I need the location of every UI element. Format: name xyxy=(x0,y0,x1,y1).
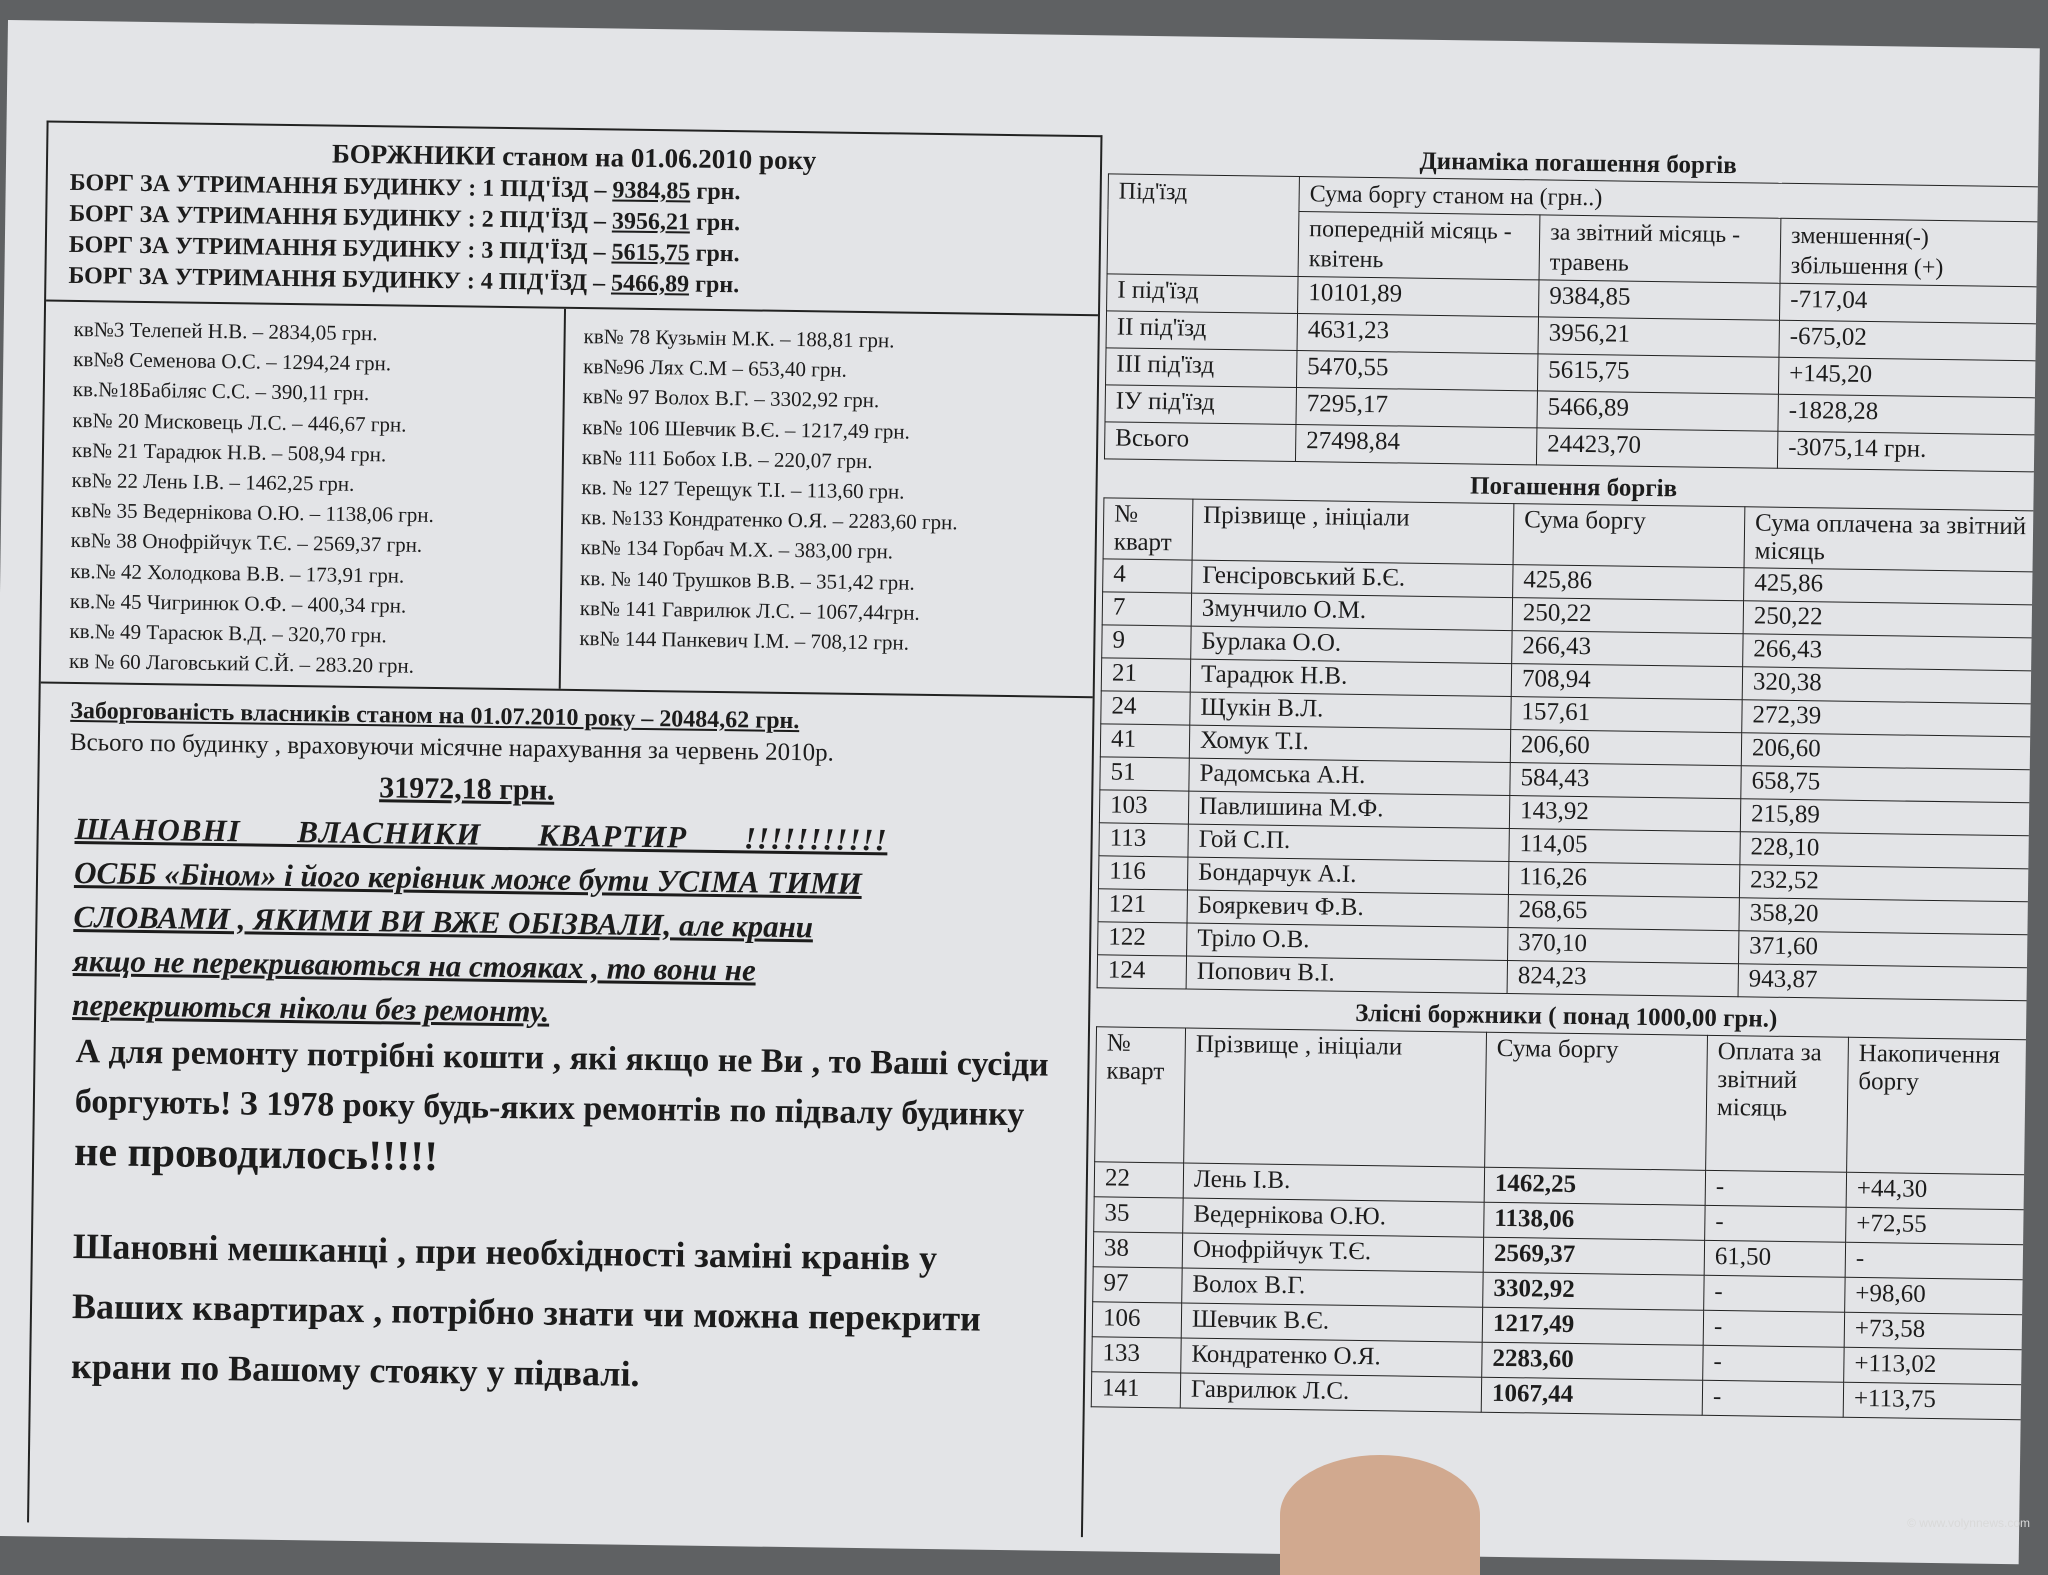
table-cell: 3956,21 xyxy=(1538,317,1779,357)
dynamics-title: Динаміка погашення боргів xyxy=(1419,147,1737,180)
table-cell: 113 xyxy=(1099,823,1188,857)
owners-debt-total: 31972,18 грн. xyxy=(379,771,555,807)
table-cell: 1462,25 xyxy=(1484,1167,1705,1205)
flat-debtors-right-column xyxy=(561,309,961,694)
flat-debtor-item: кв.№ 49 Тарасюк В.Д. – 320,70 грн. xyxy=(69,618,387,648)
table-cell: 4631,23 xyxy=(1297,314,1538,354)
flat-debtor-item: кв№ 35 Ведернікова О.Ю. – 1138,06 грн. xyxy=(70,498,434,528)
dynamics-header-entrance: Під'їзд xyxy=(1107,174,1299,277)
table-cell: 584,43 xyxy=(1510,763,1741,799)
table-cell: Волох В.Г. xyxy=(1182,1268,1483,1307)
debt-line-label: БОРГ ЗА УТРИМАННЯ БУДИНКУ : 2 ПІД'ЇЗД – xyxy=(69,200,613,235)
table-cell: Павлишина М.Ф. xyxy=(1188,791,1509,828)
table-cell: 157,61 xyxy=(1511,697,1742,733)
table-cell: ІІ під'їзд xyxy=(1106,311,1297,351)
table-cell: 121 xyxy=(1098,889,1187,923)
malicious-debtors-title: Злісні боржники ( понад 1000,00 грн.) xyxy=(1355,999,1778,1033)
table-cell: +113,75 xyxy=(1843,1382,2030,1420)
table-cell: 268,65 xyxy=(1508,895,1739,931)
table-cell: - xyxy=(1703,1310,1844,1347)
dynamics-header-curr: за звітний місяць - травень xyxy=(1539,215,1781,283)
left-panel xyxy=(27,121,1102,1538)
table-cell: 1138,06 xyxy=(1484,1202,1705,1240)
table-cell: Щукін В.Л. xyxy=(1190,692,1511,729)
flat-debtor-item: кв№ 97 Волох В.Г. – 3302,92 грн. xyxy=(582,384,880,413)
table-cell: Бурлака О.О. xyxy=(1191,626,1512,663)
flat-debtors xyxy=(41,302,1098,699)
table-cell: Змунчило О.М. xyxy=(1191,593,1512,630)
dynamics-header-sum: Сума боргу станом на (грн..) xyxy=(1299,177,2040,222)
table-cell: +72,55 xyxy=(1846,1207,2033,1245)
table-cell: - xyxy=(1705,1170,1846,1207)
table-cell: ІУ під'їзд xyxy=(1105,385,1296,425)
flat-debtor-item: кв№8 Семенова О.С. – 1294,24 грн. xyxy=(73,347,392,376)
holding-thumb xyxy=(1280,1455,1480,1575)
table-cell: 122 xyxy=(1098,922,1187,956)
table-cell: Тріло О.В. xyxy=(1187,923,1508,960)
debt-line-unit: грн. xyxy=(689,209,741,237)
table-cell: Ведернікова О.Ю. xyxy=(1183,1198,1484,1237)
table-cell: 4 xyxy=(1103,559,1192,593)
table-cell: 21 xyxy=(1101,658,1190,692)
table-cell: 206,60 xyxy=(1741,733,2039,770)
table-cell: 61,50 xyxy=(1704,1240,1845,1277)
table-cell: ІІІ під'їзд xyxy=(1106,348,1297,388)
table-cell: 7295,17 xyxy=(1296,388,1537,428)
table-cell: 1217,49 xyxy=(1482,1307,1703,1345)
appeal-heading: ШАНОВНІ ВЛАСНИКИ КВАРТИР !!!!!!!!!!! xyxy=(74,811,888,858)
table-cell: 24 xyxy=(1101,691,1190,725)
table-cell: -675,02 xyxy=(1779,320,2040,361)
photo-credit: © www.volynnews.com xyxy=(1907,1516,2030,1530)
table-cell: -3075,14 грн. xyxy=(1777,431,2039,472)
table-cell: +113,02 xyxy=(1844,1347,2031,1385)
table-cell: Кондратенко О.Я. xyxy=(1181,1338,1482,1377)
table-cell: 9 xyxy=(1102,625,1191,659)
appeal-continuation-text: А для ремонту потрібні кошти , які якщо не Ви , то Ваші сусіди боргують! З 1978 року будь-яких ремонтів по підвалу будинку xyxy=(74,1033,1049,1134)
table-cell: 358,20 xyxy=(1739,898,2037,935)
flat-debtor-item: кв.№ 45 Чигринюк О.Ф. – 400,34 грн. xyxy=(69,588,407,618)
table-cell: 215,89 xyxy=(1740,799,2038,836)
table-cell: 141 xyxy=(1091,1372,1180,1408)
debt-line-label: БОРГ ЗА УТРИМАННЯ БУДИНКУ : 1 ПІД'ЇЗД – xyxy=(69,169,613,204)
table-cell: Попович В.І. xyxy=(1186,956,1507,993)
appeal-block xyxy=(72,807,1091,1041)
flat-debtor-item: кв№ 111 Бобох І.В. – 220,07 грн. xyxy=(581,444,873,473)
flat-debtor-item: кв.№ 42 Холодкова В.В. – 173,91 грн. xyxy=(70,558,405,588)
flat-debtor-item: кв.№18Бабіляс С.С. – 390,11 грн. xyxy=(72,377,370,406)
table-cell: 27498,84 xyxy=(1295,425,1536,465)
table-cell: 250,22 xyxy=(1743,601,2040,638)
table-cell: Бояркевич Ф.В. xyxy=(1187,890,1508,927)
appeal-line: СЛОВАМИ , ЯКИМИ ВИ ВЖЕ ОБІЗВАЛИ, але крани xyxy=(73,899,814,945)
table-cell: 41 xyxy=(1100,724,1189,758)
dynamics-table xyxy=(1104,173,2040,472)
flat-debtor-item: кв№ 141 Гаврилюк Л.С. – 1067,44грн. xyxy=(579,595,920,625)
flat-debtor-item: кв№ 78 Кузьмін М.К. – 188,81 грн. xyxy=(583,324,895,353)
table-cell: Бондарчук А.І. xyxy=(1187,857,1508,894)
table-cell: - xyxy=(1705,1205,1846,1242)
table-cell: - xyxy=(1703,1345,1844,1382)
table-cell: 106 xyxy=(1092,1302,1181,1338)
appeal-line: перекриються ніколи без ремонту. xyxy=(72,986,550,1029)
table-cell: 9384,85 xyxy=(1539,280,1780,320)
flat-debtor-item: кв№ 134 Горбач М.Х. – 383,00 грн. xyxy=(580,535,894,564)
paper-sheet xyxy=(0,20,2040,1564)
table-cell: 10101,89 xyxy=(1298,277,1539,317)
right-panel xyxy=(1081,135,2040,1420)
table-cell: 116 xyxy=(1098,856,1187,890)
repayment-header-no: № кварт xyxy=(1103,498,1193,560)
table-cell: - xyxy=(1704,1275,1845,1312)
debt-line-amount: 5466,89 xyxy=(610,270,690,298)
table-cell: Лень І.В. xyxy=(1183,1163,1484,1202)
table-cell: 272,39 xyxy=(1742,700,2040,737)
table-cell: Гой С.П. xyxy=(1188,824,1509,861)
debt-line-amount: 9384,85 xyxy=(612,177,691,205)
table-cell: 708,94 xyxy=(1511,664,1742,700)
table-cell: 2283,60 xyxy=(1482,1342,1703,1380)
repayment-header-debt: Сума боргу xyxy=(1513,504,1745,568)
table-cell: 320,38 xyxy=(1742,667,2040,704)
malicious-header-name: Прізвище , ініціали xyxy=(1184,1028,1487,1167)
table-cell: Онофрійчук Т.Є. xyxy=(1182,1233,1483,1272)
table-cell: Генсіровський Б.Є. xyxy=(1192,560,1513,597)
table-cell: Всього xyxy=(1104,422,1295,462)
debt-line-label: БОРГ ЗА УТРИМАННЯ БУДИНКУ : 3 ПІД'ЇЗД – xyxy=(68,231,612,266)
table-cell: 228,10 xyxy=(1740,832,2038,869)
table-cell: 114,05 xyxy=(1509,829,1740,865)
table-cell: 266,43 xyxy=(1743,634,2040,671)
table-cell: Шевчик В.Є. xyxy=(1181,1303,1482,1342)
dynamics-header-change: зменшення(-) збільшення (+) xyxy=(1780,218,2040,287)
table-cell: +73,58 xyxy=(1844,1312,2031,1350)
flat-debtor-item: кв№96 Лях С.М – 653,40 грн. xyxy=(583,354,847,382)
table-cell: 7 xyxy=(1102,592,1191,626)
table-cell: 232,52 xyxy=(1739,865,2037,902)
table-cell: +98,60 xyxy=(1845,1277,2032,1315)
table-cell: - xyxy=(1845,1242,2032,1280)
table-cell: 116,26 xyxy=(1508,862,1739,898)
flat-debtor-item: кв. № 127 Терещук Т.І. – 113,60 грн. xyxy=(581,475,905,504)
table-cell: 35 xyxy=(1094,1197,1183,1233)
owners-debt-title: Заборгованість власників станом на 01.07.2010 року – 20484,62 грн. xyxy=(70,697,800,735)
table-cell: Тарадюк Н.В. xyxy=(1190,659,1511,696)
flat-debtor-item: кв№ 22 Лень І.В. – 1462,25 грн. xyxy=(71,467,355,496)
table-cell: 425,86 xyxy=(1744,568,2040,605)
table-cell: 51 xyxy=(1100,757,1189,791)
flat-debtor-item: кв№3 Телепей Н.В. – 2834,05 грн. xyxy=(73,316,378,346)
table-cell: 133 xyxy=(1092,1337,1181,1373)
table-cell: 1067,44 xyxy=(1481,1377,1702,1415)
owners-debt-subtitle: Всього по будинку , враховуючи місячне нарахування за червень 2010р. xyxy=(69,728,835,767)
appeal-line: якщо не перекриваються на стояках , то вони не xyxy=(72,942,757,988)
table-cell: 943,87 xyxy=(1738,964,2036,1001)
malicious-debtors-table xyxy=(1091,1026,2036,1420)
building-debt-lines xyxy=(46,170,1100,305)
flat-debtor-item: кв№ 21 Тарадюк Н.В. – 508,94 грн. xyxy=(71,437,387,467)
table-cell: +145,20 xyxy=(1778,357,2039,398)
malicious-header-accumulated: Накопичення боргу xyxy=(1847,1037,2036,1175)
table-cell: 5470,55 xyxy=(1296,351,1537,391)
table-cell: 370,10 xyxy=(1508,928,1739,964)
table-cell: 266,43 xyxy=(1512,631,1743,667)
table-cell: Радомська А.Н. xyxy=(1189,758,1510,795)
table-cell: 22 xyxy=(1094,1162,1183,1198)
flat-debtor-item: кв№ 106 Шевчик В.Є. – 1217,49 грн. xyxy=(582,414,911,444)
flat-debtor-item: кв № 60 Лаговський С.Й. – 283.20 грн. xyxy=(68,649,415,678)
table-cell: -717,04 xyxy=(1779,283,2039,324)
appeal-lines xyxy=(72,851,1090,1041)
debt-line-unit: грн. xyxy=(689,240,740,268)
debtors-title: БОРЖНИКИ станом на 01.06.2010 року xyxy=(331,138,817,176)
flat-debtor-item: кв№ 20 Мисковець Л.С. – 446,67 грн. xyxy=(72,407,407,437)
repayment-title: Погашення боргів xyxy=(1469,472,1678,503)
table-cell: -1828,28 xyxy=(1778,394,2040,435)
flat-debtor-item: кв. № 140 Трушков В.В. – 351,42 грн. xyxy=(580,565,915,595)
residents-notice: Шановні мешканці , при необхідності заміні кранів у Ваших квартирах , потрібно знати чи можна перекрити крани по Вашому стояку у підвалі. xyxy=(70,1226,982,1394)
malicious-header-paid: Оплата за звітний місяць xyxy=(1706,1035,1849,1172)
debt-line-amount: 5615,75 xyxy=(611,239,690,267)
table-cell: 103 xyxy=(1099,790,1188,824)
table-cell: 250,22 xyxy=(1512,598,1743,634)
table-cell: 97 xyxy=(1093,1267,1182,1303)
table-cell: 658,75 xyxy=(1741,766,2039,803)
repayment-header-name: Прізвище , ініціали xyxy=(1192,499,1514,564)
table-cell: 5466,89 xyxy=(1537,391,1778,431)
table-cell: 38 xyxy=(1093,1232,1182,1268)
appeal-continuation xyxy=(74,1027,1056,1194)
table-cell: 5615,75 xyxy=(1537,354,1778,394)
table-cell: - xyxy=(1702,1380,1843,1417)
debt-line-label: БОРГ ЗА УТРИМАННЯ БУДИНКУ : 4 ПІД'ЇЗД – xyxy=(68,262,612,297)
table-cell: +44,30 xyxy=(1846,1172,2033,1210)
debt-line-amount: 3956,21 xyxy=(611,208,691,236)
debt-line-unit: грн. xyxy=(690,178,741,206)
table-cell: Гаврилюк Л.С. xyxy=(1180,1373,1481,1412)
appeal-line: ОСББ «Біном» і його керівник може бути УСІМА ТИМИ xyxy=(73,855,863,902)
repayment-table xyxy=(1097,497,2040,1001)
table-cell: 2569,37 xyxy=(1483,1237,1704,1275)
table-cell: 24423,70 xyxy=(1536,428,1777,468)
table-cell: 206,60 xyxy=(1510,730,1741,766)
flat-debtor-item: кв№ 144 Панкевич І.М. – 708,12 грн. xyxy=(579,626,910,655)
table-cell: Хомук Т.І. xyxy=(1189,725,1510,762)
flat-debtors-left-column xyxy=(41,302,566,689)
table-cell: 124 xyxy=(1097,955,1186,989)
table-cell: 371,60 xyxy=(1738,931,2036,968)
flat-debtor-item: кв№ 38 Онофрійчук Т.Є. – 2569,37 грн. xyxy=(70,528,423,558)
table-cell: 425,86 xyxy=(1513,565,1744,601)
repayment-header-paid: Сума оплачена за звітний місяць xyxy=(1744,507,2040,572)
debt-line-unit: грн. xyxy=(688,271,740,299)
table-cell: І під'їзд xyxy=(1107,274,1298,314)
dynamics-header-prev: попередній місяць - квітень xyxy=(1298,212,1540,280)
malicious-header-no: № кварт xyxy=(1095,1027,1186,1163)
malicious-header-debt: Сума боргу xyxy=(1485,1032,1708,1170)
table-cell: 143,92 xyxy=(1509,796,1740,832)
flat-debtor-item: кв. №133 Кондратенко О.Я. – 2283,60 грн. xyxy=(580,505,958,535)
table-cell: 824,23 xyxy=(1507,961,1738,997)
table-cell: 3302,92 xyxy=(1483,1272,1704,1310)
appeal-emphasis: не проводилось!!!!! xyxy=(73,1129,439,1181)
